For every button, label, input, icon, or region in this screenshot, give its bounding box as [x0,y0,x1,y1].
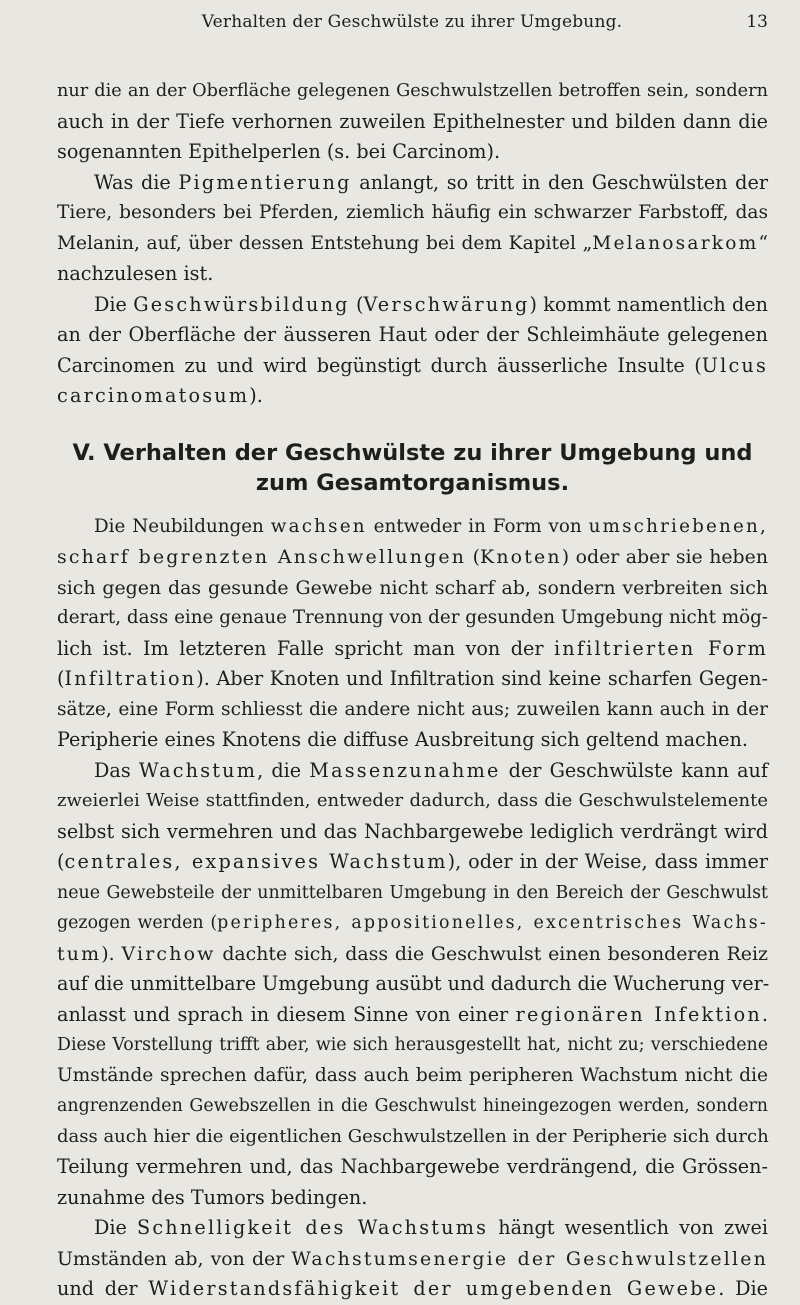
text-line [57,168,768,199]
text-run: Carcinomen zu und wird begünstigt durch äusserliche Insulte ( [57,353,702,377]
text-run: ) oder aber sie heben [561,546,768,568]
text-run: ( [57,667,65,690]
text-run: gezogen werden ( [57,913,218,933]
text-run: Umständen ab, von der [57,1247,292,1270]
text-line [57,137,768,168]
paragraph [57,76,768,168]
text-run: . Die [718,1277,769,1300]
emphasized-term: tum [57,942,102,965]
text-line [57,817,768,848]
emphasized-term: peripheres, appositionelles, excentrisches Wachs- [217,913,768,933]
text-run: , die [257,758,310,782]
text-run: . [761,1002,768,1026]
emphasized-term: Wachstum [138,758,258,782]
text-line [57,320,768,351]
text-run: sich gegen das gesunde Gewebe nicht scharf ab, sondern verbreiten sich [57,576,768,599]
text-run: neue Gewebsteile der unmittelbaren Umgebung in den Bereich der Geschwulst [57,882,768,903]
text-run: selbst sich vermehren und das Nachbargewebe lediglich verdrängt wird [57,819,768,843]
text-line [57,634,768,665]
emphasized-term: Knoten [480,546,562,568]
paragraph [57,512,768,756]
text-run: Die [94,1216,137,1239]
text-line [57,1213,768,1244]
section-heading-line: V. Verhalten der Geschwülste zu ihrer Umgebung und [72,439,753,466]
text-run: Die Neubildungen [94,515,271,537]
emphasized-term: Virchow [121,942,216,965]
text-line [57,1274,768,1305]
text-line [57,786,768,817]
emphasized-term: Wachstumsenergie der Geschwulstzellen [291,1247,768,1270]
text-line [57,198,768,229]
emphasized-term: carcinomatosum [57,384,250,407]
emphasized-term: scharf begrenzten Anschwellungen [57,546,467,568]
text-run: Melanin, auf, über dessen Entstehung bei dem Kapitel „ [57,232,593,254]
text-run: Umstände sprechen dafür, dass auch beim peripheren Wachstum nicht die [57,1064,768,1086]
emphasized-term: centrales, expansives Wachstum [64,850,448,873]
emphasized-term: umschriebenen, [588,515,768,537]
text-line [57,381,768,412]
paragraph [57,756,768,1214]
text-run: auf die unmittelbare Umgebung ausübt und dadurch die Wucherung ver- [57,972,770,995]
text-line [57,725,768,756]
text-run: sogenannten Epithelperlen (s. bei Carcinom). [57,140,501,163]
text-run: ( [349,292,364,316]
emphasized-term: Widerstandsfähigkeit der umgebenden Gewebe [148,1277,719,1300]
text-line [57,351,768,382]
emphasized-term: Ulcus [701,353,768,377]
emphasized-term: Schnelligkeit des Wachstums [137,1216,489,1239]
text-line [57,512,768,543]
emphasized-term: Melanosarkom [592,232,759,254]
text-line [57,1030,768,1061]
text-line [57,878,768,909]
text-run: auch in der Tiefe verhornen zuweilen Epithelnester und bilden dann die [57,109,768,133]
text-run: anlasst und sprach in diesem Sinne von einer [57,1002,516,1026]
text-line [57,969,768,1000]
text-run: derart, dass eine genaue Trennung von der gesunden Umgebung nicht mög- [57,607,768,628]
page-number: 13 [746,12,768,32]
text-run: lich ist. Im letzteren Falle spricht man von der [57,636,554,660]
text-line [57,756,768,787]
text-line [57,939,768,970]
emphasized-term: regionären Infektion [515,1002,762,1026]
text-line [57,847,768,878]
text-run: zweierlei Weise stattfinden, entweder dadurch, dass die Geschwulstelemente [57,790,768,811]
text-line [57,1061,768,1092]
text-run: Peripherie eines Knotens die diffuse Ausbreitung sich geltend machen. [57,728,748,751]
text-run: Tiere, besonders bei Pferden, ziemlich häufig ein schwarzer Farbstoff, das [57,202,768,223]
paragraph [57,290,768,412]
text-run: anlangt, so tritt in den Geschwülsten der [351,170,768,194]
text-line [57,1122,768,1153]
text-run: dachte sich, dass die Geschwulst einen besonderen Reiz [215,942,768,965]
text-run: Die [94,292,134,316]
text-run: sätze, eine Form schliesst die andere nicht aus; zuweilen kann auch in der [57,698,768,720]
section-heading [57,438,768,498]
running-title: Verhalten der Geschwülste zu ihrer Umgebung. [201,12,623,32]
text-run: Was die [94,170,179,194]
paragraph [57,1213,768,1305]
text-run: ). [101,942,122,965]
emphasized-term: Infiltration [64,667,197,690]
running-header [56,6,768,38]
page-body [57,76,768,1305]
text-run: dass auch hier die eigentlichen Geschwulstzellen in der Peripherie sich durch [57,1125,769,1147]
text-run: nachzulesen ist. [57,262,214,285]
text-run: ). [249,384,263,407]
text-run: ). Aber Knoten und Infiltration sind keine scharfen Gegen- [196,667,768,690]
text-line [57,603,768,634]
emphasized-term: Pigmentierung [178,170,352,194]
text-line [57,229,768,260]
text-run: Teilung vermehren und, das Nachbargewebe verdrängend, die Grössen- [57,1155,768,1178]
emphasized-term: wachsen [270,515,367,537]
emphasized-term: Geschwürsbildung [133,292,350,316]
text-run: hängt wesentlich von zwei [488,1216,768,1239]
text-line [57,290,768,321]
text-line [57,1244,768,1275]
text-line [57,542,768,573]
text-run: und der [57,1277,149,1300]
text-line [57,695,768,726]
text-run: an der Oberfläche der äusseren Haut oder der Schleimhäute gelegenen [57,323,768,346]
text-run: ), oder in der Weise, dass immer [447,850,769,873]
text-line [57,1183,768,1214]
text-run: Das [94,758,139,782]
text-line [57,664,768,695]
text-run: zunahme des Tumors bedingen. [57,1185,368,1209]
text-line [57,107,768,138]
section-heading-line: zum Gesamtorganismus. [255,469,570,496]
text-run: ( [57,850,65,873]
text-run: angrenzenden Gewebszellen in die Geschwulst hineingezogen werden, sondern [57,1096,768,1116]
emphasized-term: infiltrierten Form [553,636,768,660]
text-line [57,1000,768,1031]
text-line [57,259,768,290]
emphasized-term: Verschwärung [363,292,530,316]
text-run: der Geschwülste kann auf [500,758,768,782]
text-line [57,76,768,107]
paragraph [57,168,768,290]
text-run: entweder in Form von [366,515,589,537]
text-line [57,1152,768,1183]
text-line [57,573,768,604]
text-run: Diese Vorstellung trifft aber, wie sich herausgestellt hat, nicht zu; verschiedene [57,1035,768,1055]
emphasized-term: Massenzunahme [309,758,501,782]
text-run: ) kommt namentlich den [529,292,768,316]
text-run: nur die an der Oberfläche gelegenen Geschwulstzellen betroffen sein, sondern [57,81,768,101]
text-run: ( [466,546,480,568]
text-line [57,908,768,939]
text-line [57,1091,768,1122]
text-run: “ [758,232,768,254]
